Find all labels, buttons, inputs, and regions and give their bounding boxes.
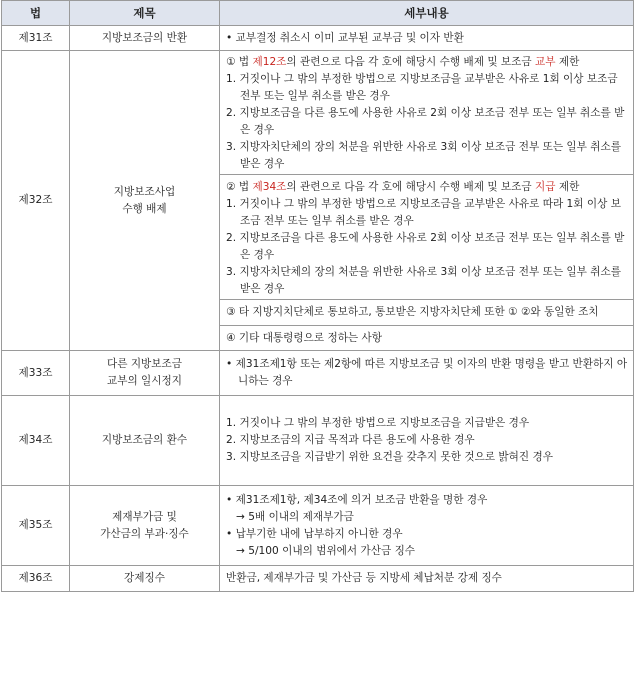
title-cell bbox=[70, 396, 220, 486]
list-item: 2. 지방보조금의 지급 목적과 다른 용도에 사용한 경우 bbox=[226, 434, 475, 446]
law-cell: 제33조 bbox=[2, 351, 70, 396]
law-table bbox=[1, 0, 634, 592]
law-cell: 제31조 bbox=[2, 26, 70, 51]
title-line: 교부의 일시정지 bbox=[106, 375, 182, 387]
detail-cell bbox=[220, 566, 634, 592]
list-item: 2. 지방보조금을 다른 용도에 사용한 사유로 2회 이상 보조금 전부 또는 일부 취소를 받은 경우 bbox=[226, 232, 625, 261]
list-item: 3. 지방자치단체의 장의 처분을 위반한 사유로 3회 이상 보조금 전부 또는 일부 취소를 받은 경우 bbox=[226, 141, 621, 170]
detail-cell bbox=[220, 26, 634, 51]
table-row bbox=[2, 566, 634, 592]
detail-line: • 제31조제1항 또는 제2항에 따른 지방보조금 및 이자의 반환 명령을 받고 반환하지 아니하는 경우 bbox=[226, 358, 628, 387]
title-cell bbox=[70, 26, 220, 51]
title-line: 지방보조금의 환수 bbox=[101, 434, 188, 446]
table-row bbox=[2, 51, 634, 351]
table-header-row bbox=[2, 1, 634, 26]
detail-line: → 5/100 이내의 범위에서 가산금 징수 bbox=[236, 544, 416, 557]
law-ref-12: 제12조 bbox=[252, 56, 287, 68]
law-cell: 제34조 bbox=[2, 396, 70, 486]
subsection-4 bbox=[226, 326, 629, 348]
title-line: 지방보조사업 bbox=[113, 185, 176, 198]
detail-line: • 제31조제1항, 제34조에 의거 보조금 반환을 명한 경우 bbox=[226, 493, 488, 506]
table-row bbox=[2, 26, 634, 51]
detail-line: → 5배 이내의 제재부가금 bbox=[236, 510, 354, 523]
title-line: 가산금의 부과·징수 bbox=[100, 527, 189, 540]
detail-line: • 납부기한 내에 납부하지 아니한 경우 bbox=[226, 527, 403, 540]
title-line: 다른 지방보조금 bbox=[106, 358, 182, 370]
header-law: 법 bbox=[2, 1, 70, 26]
title-line: 강제징수 bbox=[124, 572, 165, 584]
subsection-2 bbox=[226, 175, 629, 299]
law-cell: 제35조 bbox=[2, 486, 70, 566]
subsection-1-heading: ① 법 제12조의 관련으로 다음 각 호에 해당시 수행 배제 및 보조금 교부 제한 bbox=[226, 56, 580, 68]
table-row bbox=[2, 396, 634, 486]
title-cell bbox=[70, 566, 220, 592]
title-cell bbox=[70, 486, 220, 566]
law-cell: 제36조 bbox=[2, 566, 70, 592]
list-item: 1. 거짓이나 그 밖의 부정한 방법으로 지방보조금을 교부받은 사유로 1회 이상 보조금 전부 또는 일부 취소를 받은 경우 bbox=[226, 73, 618, 102]
keyword-issue: 교부 bbox=[535, 56, 556, 68]
subsection-3 bbox=[226, 300, 629, 325]
detail-cell bbox=[220, 396, 634, 486]
title-line: 지방보조금의 반환 bbox=[101, 31, 188, 44]
list-item: 1. 거짓이나 그 밖의 부정한 방법으로 지방보조금을 교부받은 사유로 따라 1회 이상 보조금 전부 또는 일부 취소를 받은 경우 bbox=[226, 198, 621, 227]
detail-line: 반환금, 제재부가금 및 가산금 등 지방세 체납처분 강제 징수 bbox=[226, 572, 502, 584]
detail-line: • 교부결정 취소시 이미 교부된 교부금 및 이자 반환 bbox=[226, 31, 464, 44]
table-row bbox=[2, 486, 634, 566]
title-cell bbox=[70, 351, 220, 396]
subsection-4-text: ④ 기타 대통령령으로 정하는 사항 bbox=[226, 332, 383, 344]
list-item: 3. 지방보조금을 지급받기 위한 요건을 갖추지 못한 것으로 밝혀진 경우 bbox=[226, 451, 553, 463]
law-ref-34: 제34조 bbox=[252, 181, 287, 193]
subsection-2-heading: ② 법 제34조의 관련으로 다음 각 호에 해당시 수행 배제 및 보조금 지급 제한 bbox=[226, 181, 580, 193]
detail-cell bbox=[220, 51, 634, 351]
title-line: 수행 배제 bbox=[122, 202, 167, 215]
detail-cell bbox=[220, 351, 634, 396]
title-cell bbox=[70, 51, 220, 351]
detail-cell bbox=[220, 486, 634, 566]
list-item: 2. 지방보조금을 다른 용도에 사용한 사유로 2회 이상 보조금 전부 또는 일부 취소를 받은 경우 bbox=[226, 107, 625, 136]
subsection-1 bbox=[226, 53, 629, 174]
list-item: 3. 지방자치단체의 장의 처분을 위반한 사유로 3회 이상 보조금 전부 또는 일부 취소를 받은 경우 bbox=[226, 266, 621, 295]
subsection-3-text: ③ 타 지방지치단체로 통보하고, 통보받은 지방자치단체 또한 ① ②와 동일한 조치 bbox=[226, 306, 599, 318]
table-row bbox=[2, 351, 634, 396]
list-item: 1. 거짓이나 그 밖의 부정한 방법으로 지방보조금을 지급받은 경우 bbox=[226, 417, 530, 429]
law-cell: 제32조 bbox=[2, 51, 70, 351]
title-line: 제재부가금 및 bbox=[112, 510, 177, 523]
keyword-payment: 지급 bbox=[535, 181, 556, 193]
header-detail: 세부내용 bbox=[220, 1, 634, 26]
header-title: 제목 bbox=[70, 1, 220, 26]
